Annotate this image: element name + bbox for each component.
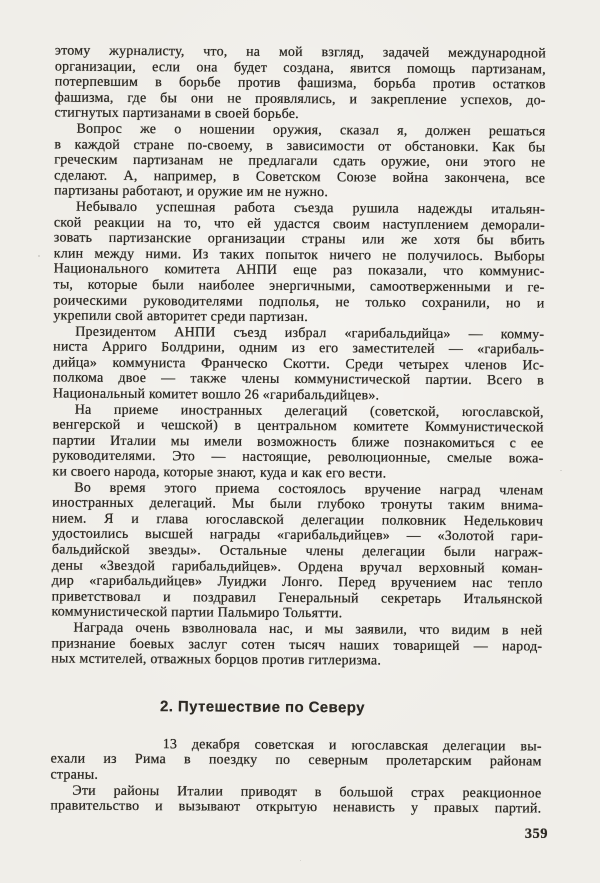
paragraph [50, 783, 541, 817]
text-line: нием. Я и глава югославской делегации полковник Неделькович [52, 511, 544, 530]
text-line: страны. [50, 767, 99, 783]
paragraph [53, 199, 545, 327]
text-line: 13 декабря советская и югославская делегации вы- [162, 736, 542, 755]
text-line: Во время этого приема состоялось вручение наград членам [74, 480, 544, 499]
page-text-column [50, 44, 546, 818]
text-line: роическими руководителями подполья, не только сохранили, но и [53, 292, 545, 311]
text-line: ки своего народа, которые знают, куда и как его вести. [52, 464, 387, 482]
paragraph [51, 620, 542, 670]
page-number: 359 [524, 826, 548, 842]
text-line: партии Италии мы имели возможность ближе познакомиться с ее [52, 433, 544, 452]
paragraph [55, 44, 546, 125]
paragraph [53, 324, 544, 405]
text-line: сделают. А, например, в Советском Союзе война закончена, все [54, 168, 546, 187]
text-line: зовать партизанские организации страны или же хотя бы вбить [53, 230, 545, 249]
text-line: признание боевых заслуг сотен тысяч наших товарищей — народ- [51, 636, 543, 655]
text-line: венгерской и чешской) в центральном комитете Коммунистической [52, 417, 544, 436]
section-heading: 2. Путешествие по Северу [159, 697, 365, 717]
text-line: На приеме иностранных делегаций (советской, югославской, [74, 402, 544, 421]
text-line: партизаны работают, и оружие им не нужно. [54, 183, 329, 201]
text-line: этому журналисту, что, на мой взгляд, задачей международной [54, 43, 546, 62]
text-line: греческим партизанам не предлагали сдать оружие, они этого не [54, 152, 546, 171]
text-line: правительство и вызывают открытую ненависть у правых партий. [50, 798, 542, 817]
paragraph [50, 736, 541, 786]
text-line: бальдийской звезды». Остальные члены делегации были награж- [51, 542, 543, 561]
scan-speck [38, 255, 40, 257]
paragraph [52, 402, 543, 483]
text-line: иностранных делегаций. Мы были глубоко тронуты таким внима- [52, 495, 544, 514]
text-line: приветствовал и поздравил Генеральный секретарь Итальянской [51, 589, 543, 608]
text-line: стигнутых партизанами в своей борьбе. [54, 105, 299, 123]
text-line: Эти районы Италии приводят в большой страх реакционное [72, 783, 542, 802]
text-line: полкома двое — также члены коммунистической партии. Всего в [52, 370, 544, 389]
text-line: в каждой стране по-своему, в зависимости от обстановки. Как бы [54, 137, 546, 156]
paragraph [51, 480, 543, 623]
text-line: коммунистической партии Пальмиро Тольятти. [51, 604, 343, 622]
text-line: укрепили свой авторитет среди партизан. [53, 308, 308, 326]
scan-speck [560, 470, 562, 471]
text-line: Вопрос же о ношении оружия, сказал я, должен решаться [76, 121, 546, 140]
text-line: организации, если она будет создана, явится помощь партизанам, [54, 59, 546, 78]
text-line: фашизма, где бы они не проявлялись, и закрепление успехов, до- [54, 90, 546, 109]
text-line: дир «гарибальдийцев» Луиджи Лонго. Перед вручением нас тепло [51, 573, 543, 592]
text-line: руководителями. Это — настоящие, революционные, смелые вожа- [52, 448, 544, 467]
text-line: потерпевшим в борьбе против фашизма, борьба против остатков [54, 74, 546, 93]
text-line: дийца» коммуниста Франческо Скотти. Среди четырех членов Ис- [53, 355, 545, 374]
text-line: ской реакции на то, что ей удастся своим наступлением деморали- [53, 215, 545, 234]
paragraph [54, 121, 545, 202]
text-line: ехали из Рима в поездку по северным пролетарским районам [50, 751, 542, 770]
text-line: Награда очень взволновала нас, и мы заявили, что видим в ней [73, 620, 543, 639]
text-line: дены «Звездой гарибальдийцев». Ордена вручал верховный коман- [51, 558, 543, 577]
text-line: ниста Арриго Болдрини, одним из его заместителей — «гарибаль- [53, 339, 545, 358]
text-line: удостоились высшей награды «гарибальдийцев» — «Золотой гари- [51, 526, 544, 545]
text-line: Национальный комитет вошло 26 «гарибальдийцев». [52, 386, 380, 404]
text-line: Президентом АНПИ съезд избрал «гарибальдийца» — комму- [75, 324, 545, 343]
text-line: ных мстителей, отважных борцов против гитлеризма. [51, 651, 382, 669]
text-line: ты, которые были наиболее энергичными, самоотверженными и ге- [53, 277, 545, 296]
text-line: Небывало успешная работа съезда рушила надежды итальян- [75, 199, 546, 218]
text-line: клин между ними. Из таких попыток ничего не получилось. Выборы [53, 246, 545, 265]
text-line: Национального комитета АНПИ еще раз показали, что коммунис- [53, 261, 545, 280]
scan-speck [300, 860, 301, 861]
